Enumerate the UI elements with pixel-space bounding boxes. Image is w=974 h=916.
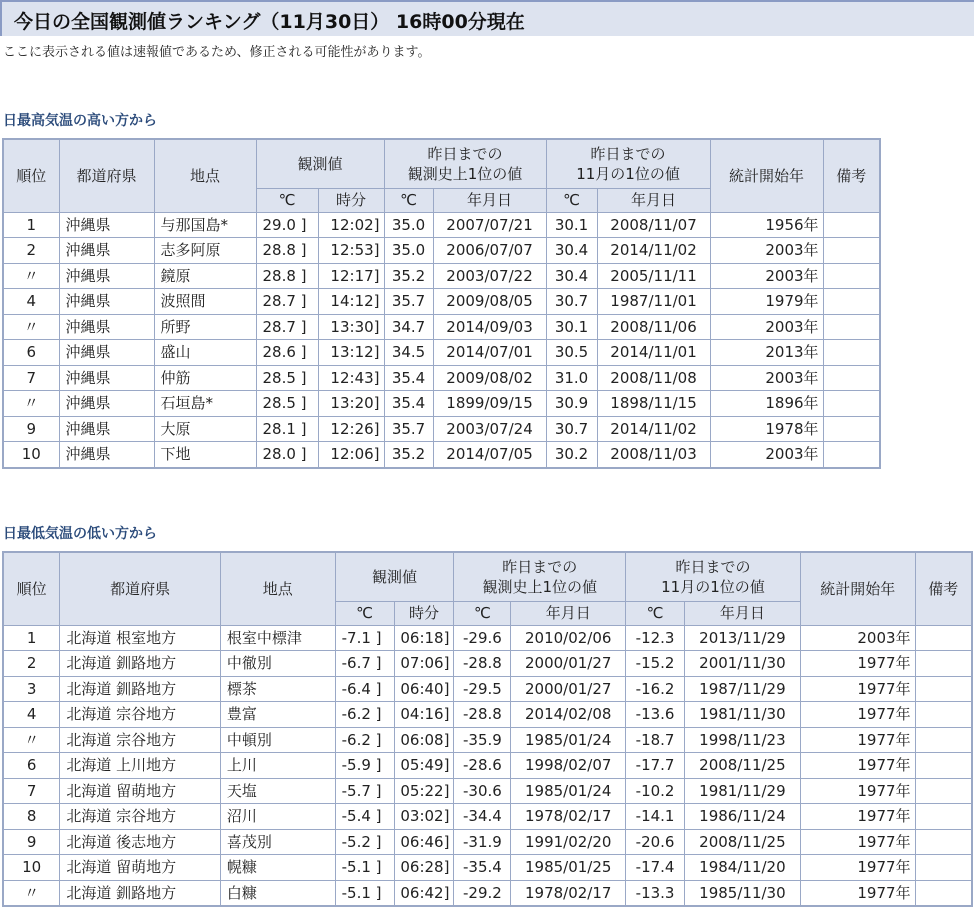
observed-time-cell: 04:16]	[394, 702, 454, 728]
table-row	[3, 651, 972, 677]
table-row	[3, 289, 880, 315]
record-value-cell: -28.8	[454, 702, 511, 728]
record-date-cell: 2000/01/27	[511, 676, 626, 702]
start-year-cell: 2013年	[710, 340, 823, 366]
col-observed-time: 時分	[318, 188, 384, 212]
note-cell	[823, 416, 880, 442]
observed-value-cell: 28.6 ]	[256, 340, 318, 366]
observed-time-cell: 03:02]	[394, 804, 454, 830]
record-value-cell: -29.2	[454, 880, 511, 906]
col-record-date: 年月日	[433, 188, 546, 212]
note-cell	[823, 442, 880, 468]
record-value-cell: -28.6	[454, 753, 511, 779]
record-date-cell: 2014/09/03	[433, 314, 546, 340]
month-record-value-cell: 30.4	[546, 263, 597, 289]
station-cell: 天塩	[220, 778, 335, 804]
month-record-value-cell: 30.9	[546, 391, 597, 417]
start-year-cell: 1896年	[710, 391, 823, 417]
prefecture-cell: 沖縄県	[59, 314, 154, 340]
note-cell	[915, 651, 972, 677]
table-row	[3, 804, 972, 830]
start-year-cell: 1956年	[710, 212, 823, 238]
observed-time-cell: 14:12]	[318, 289, 384, 315]
record-date-cell: 1985/01/24	[511, 778, 626, 804]
prefecture-cell: 沖縄県	[59, 442, 154, 468]
col-month-deg: ℃	[546, 188, 597, 212]
record-value-cell: -35.9	[454, 727, 511, 753]
note-cell	[823, 289, 880, 315]
prefecture-cell: 沖縄県	[59, 365, 154, 391]
station-cell: 沼川	[220, 804, 335, 830]
month-record-value-cell: -10.2	[626, 778, 685, 804]
record-date-cell: 1978/02/17	[511, 880, 626, 906]
col-record-month: 昨日までの 11月の1位の値	[626, 552, 801, 601]
start-year-cell: 1977年	[800, 829, 915, 855]
start-year-cell: 1977年	[800, 727, 915, 753]
prefecture-cell: 沖縄県	[59, 263, 154, 289]
station-cell: 下地	[154, 442, 256, 468]
station-cell: 白糠	[220, 880, 335, 906]
table-row	[3, 365, 880, 391]
record-date-cell: 2009/08/05	[433, 289, 546, 315]
month-record-value-cell: -14.1	[626, 804, 685, 830]
prefecture-cell: 北海道 釧路地方	[60, 676, 220, 702]
col-record-all: 昨日までの 観測史上1位の値	[454, 552, 626, 601]
month-record-value-cell: 30.5	[546, 340, 597, 366]
month-record-date-cell: 2005/11/11	[597, 263, 710, 289]
note-cell	[823, 391, 880, 417]
record-date-cell: 1985/01/25	[511, 855, 626, 881]
rank-cell: 2	[3, 651, 60, 677]
record-date-cell: 2003/07/22	[433, 263, 546, 289]
month-record-value-cell: 30.1	[546, 212, 597, 238]
month-record-value-cell: -18.7	[626, 727, 685, 753]
prefecture-cell: 北海道 宗谷地方	[60, 727, 220, 753]
record-value-cell: 35.4	[384, 391, 433, 417]
note-cell	[915, 778, 972, 804]
rank-cell: 6	[3, 753, 60, 779]
record-value-cell: -34.4	[454, 804, 511, 830]
record-date-cell: 2010/02/06	[511, 625, 626, 651]
record-date-cell: 2014/07/05	[433, 442, 546, 468]
record-date-cell: 2000/01/27	[511, 651, 626, 677]
record-value-cell: 35.2	[384, 442, 433, 468]
prefecture-cell: 北海道 宗谷地方	[60, 804, 220, 830]
observed-value-cell: -6.7 ]	[335, 651, 394, 677]
observed-time-cell: 05:22]	[394, 778, 454, 804]
observed-time-cell: 06:28]	[394, 855, 454, 881]
table-row	[3, 880, 972, 906]
observed-time-cell: 12:02]	[318, 212, 384, 238]
station-cell: 大原	[154, 416, 256, 442]
col-month-deg: ℃	[626, 601, 685, 625]
month-record-value-cell: -17.7	[626, 753, 685, 779]
start-year-cell: 2003年	[710, 238, 823, 264]
record-value-cell: 34.5	[384, 340, 433, 366]
col-record-all: 昨日までの 観測史上1位の値	[384, 139, 546, 188]
observed-value-cell: 28.8 ]	[256, 238, 318, 264]
observed-value-cell: 28.5 ]	[256, 365, 318, 391]
prefecture-cell: 北海道 釧路地方	[60, 651, 220, 677]
station-cell: 所野	[154, 314, 256, 340]
high-section-title: 日最高気温の高い方から	[3, 113, 157, 129]
station-cell: 根室中標津	[220, 625, 335, 651]
record-date-cell: 2007/07/21	[433, 212, 546, 238]
record-value-cell: 35.7	[384, 289, 433, 315]
prefecture-cell: 北海道 上川地方	[60, 753, 220, 779]
table-row	[3, 625, 972, 651]
page-header	[0, 0, 974, 36]
start-year-cell: 1977年	[800, 651, 915, 677]
observed-time-cell: 06:18]	[394, 625, 454, 651]
start-year-cell: 2003年	[710, 365, 823, 391]
record-value-cell: 35.7	[384, 416, 433, 442]
record-date-cell: 2014/07/01	[433, 340, 546, 366]
col-observed-deg: ℃	[256, 188, 318, 212]
note-cell	[823, 263, 880, 289]
month-record-value-cell: -20.6	[626, 829, 685, 855]
observed-value-cell: -5.7 ]	[335, 778, 394, 804]
station-cell: 与那国島*	[154, 212, 256, 238]
observed-time-cell: 06:08]	[394, 727, 454, 753]
rank-cell: 7	[3, 778, 60, 804]
record-value-cell: -31.9	[454, 829, 511, 855]
record-date-cell: 2009/08/02	[433, 365, 546, 391]
month-record-value-cell: -13.6	[626, 702, 685, 728]
note-cell	[915, 804, 972, 830]
rank-cell: 2	[3, 238, 59, 264]
observed-value-cell: 28.1 ]	[256, 416, 318, 442]
note-cell	[823, 340, 880, 366]
month-record-date-cell: 2001/11/30	[685, 651, 801, 677]
rank-cell: 〃	[3, 391, 59, 417]
rank-cell: 7	[3, 365, 59, 391]
note-cell	[915, 727, 972, 753]
record-date-cell: 2003/07/24	[433, 416, 546, 442]
record-value-cell: 35.4	[384, 365, 433, 391]
month-record-date-cell: 2014/11/02	[597, 238, 710, 264]
month-record-value-cell: 30.7	[546, 416, 597, 442]
prefecture-cell: 北海道 留萌地方	[60, 778, 220, 804]
table-row	[3, 442, 880, 468]
month-record-value-cell: 31.0	[546, 365, 597, 391]
record-value-cell: -30.6	[454, 778, 511, 804]
note-cell	[915, 702, 972, 728]
note-cell	[823, 212, 880, 238]
observed-value-cell: -7.1 ]	[335, 625, 394, 651]
note-cell	[915, 625, 972, 651]
rank-cell: 9	[3, 829, 60, 855]
note-cell	[823, 314, 880, 340]
prefecture-cell: 北海道 留萌地方	[60, 855, 220, 881]
month-record-date-cell: 2013/11/29	[685, 625, 801, 651]
note-cell	[915, 829, 972, 855]
month-record-value-cell: 30.4	[546, 238, 597, 264]
month-record-date-cell: 2008/11/07	[597, 212, 710, 238]
prefecture-cell: 北海道 根室地方	[60, 625, 220, 651]
observed-time-cell: 12:17]	[318, 263, 384, 289]
note-cell	[915, 880, 972, 906]
prefecture-cell: 沖縄県	[59, 212, 154, 238]
table-row	[3, 702, 972, 728]
note-cell	[823, 238, 880, 264]
col-observed: 観測値	[256, 139, 384, 188]
prefecture-cell: 沖縄県	[59, 340, 154, 366]
prefecture-cell: 沖縄県	[59, 416, 154, 442]
start-year-cell: 1977年	[800, 855, 915, 881]
station-cell: 中徹別	[220, 651, 335, 677]
station-cell: 波照間	[154, 289, 256, 315]
table-row	[3, 753, 972, 779]
month-record-value-cell: -12.3	[626, 625, 685, 651]
month-record-value-cell: -16.2	[626, 676, 685, 702]
month-record-value-cell: 30.1	[546, 314, 597, 340]
observed-time-cell: 13:30]	[318, 314, 384, 340]
month-record-date-cell: 1898/11/15	[597, 391, 710, 417]
record-value-cell: 35.2	[384, 263, 433, 289]
prefecture-cell: 沖縄県	[59, 391, 154, 417]
start-year-cell: 1977年	[800, 880, 915, 906]
month-record-value-cell: -17.4	[626, 855, 685, 881]
month-record-value-cell: -13.3	[626, 880, 685, 906]
prefecture-cell: 北海道 宗谷地方	[60, 702, 220, 728]
observed-value-cell: -5.4 ]	[335, 804, 394, 830]
station-cell: 志多阿原	[154, 238, 256, 264]
station-cell: 仲筋	[154, 365, 256, 391]
station-cell: 豊富	[220, 702, 335, 728]
month-record-date-cell: 1987/11/29	[685, 676, 801, 702]
col-rank: 順位	[3, 552, 60, 625]
rank-cell: 〃	[3, 880, 60, 906]
col-month-date: 年月日	[685, 601, 801, 625]
record-value-cell: -28.8	[454, 651, 511, 677]
col-note: 備考	[915, 552, 972, 625]
observed-value-cell: 28.7 ]	[256, 289, 318, 315]
start-year-cell: 1977年	[800, 778, 915, 804]
month-record-date-cell: 1981/11/30	[685, 702, 801, 728]
station-cell: 盛山	[154, 340, 256, 366]
prefecture-cell: 北海道 釧路地方	[60, 880, 220, 906]
month-record-date-cell: 2008/11/08	[597, 365, 710, 391]
start-year-cell: 2003年	[710, 442, 823, 468]
col-prefecture: 都道府県	[60, 552, 220, 625]
start-year-cell: 1979年	[710, 289, 823, 315]
col-observed: 観測値	[335, 552, 454, 601]
rank-cell: 6	[3, 340, 59, 366]
observed-time-cell: 13:20]	[318, 391, 384, 417]
rank-cell: 10	[3, 855, 60, 881]
record-date-cell: 1985/01/24	[511, 727, 626, 753]
record-value-cell: 34.7	[384, 314, 433, 340]
col-record-deg: ℃	[384, 188, 433, 212]
observed-value-cell: -6.4 ]	[335, 676, 394, 702]
note-cell	[915, 753, 972, 779]
table-row	[3, 238, 880, 264]
col-record-deg: ℃	[454, 601, 511, 625]
record-date-cell: 1899/09/15	[433, 391, 546, 417]
station-cell: 上川	[220, 753, 335, 779]
observed-time-cell: 05:49]	[394, 753, 454, 779]
observed-time-cell: 06:42]	[394, 880, 454, 906]
month-record-date-cell: 1981/11/29	[685, 778, 801, 804]
rank-cell: 4	[3, 289, 59, 315]
observed-value-cell: -5.9 ]	[335, 753, 394, 779]
station-cell: 鏡原	[154, 263, 256, 289]
col-start-year: 統計開始年	[800, 552, 915, 625]
low-temp-table	[2, 551, 973, 907]
observed-time-cell: 06:40]	[394, 676, 454, 702]
observed-value-cell: 28.8 ]	[256, 263, 318, 289]
rank-cell: 〃	[3, 263, 59, 289]
record-date-cell: 1978/02/17	[511, 804, 626, 830]
col-station: 地点	[154, 139, 256, 212]
start-year-cell: 1977年	[800, 676, 915, 702]
table-row	[3, 727, 972, 753]
month-record-value-cell: 30.7	[546, 289, 597, 315]
observed-time-cell: 07:06]	[394, 651, 454, 677]
table-row	[3, 263, 880, 289]
table-row	[3, 416, 880, 442]
rank-cell: 9	[3, 416, 59, 442]
month-record-date-cell: 2008/11/06	[597, 314, 710, 340]
col-start-year: 統計開始年	[710, 139, 823, 212]
observed-value-cell: -6.2 ]	[335, 727, 394, 753]
start-year-cell: 1978年	[710, 416, 823, 442]
start-year-cell: 2003年	[710, 314, 823, 340]
observed-value-cell: 28.5 ]	[256, 391, 318, 417]
observed-time-cell: 12:06]	[318, 442, 384, 468]
start-year-cell: 2003年	[800, 625, 915, 651]
record-date-cell: 1991/02/20	[511, 829, 626, 855]
prefecture-cell: 沖縄県	[59, 289, 154, 315]
observed-time-cell: 12:26]	[318, 416, 384, 442]
rank-cell: 〃	[3, 727, 60, 753]
start-year-cell: 2003年	[710, 263, 823, 289]
prefecture-cell: 沖縄県	[59, 238, 154, 264]
col-prefecture: 都道府県	[59, 139, 154, 212]
start-year-cell: 1977年	[800, 753, 915, 779]
table-row	[3, 212, 880, 238]
observed-time-cell: 12:43]	[318, 365, 384, 391]
month-record-date-cell: 2014/11/01	[597, 340, 710, 366]
rank-cell: 3	[3, 676, 60, 702]
month-record-date-cell: 2014/11/02	[597, 416, 710, 442]
month-record-date-cell: 2008/11/03	[597, 442, 710, 468]
high-temp-table	[2, 138, 881, 469]
rank-cell: 〃	[3, 314, 59, 340]
station-cell: 幌糠	[220, 855, 335, 881]
start-year-cell: 1977年	[800, 702, 915, 728]
col-record-month: 昨日までの 11月の1位の値	[546, 139, 710, 188]
record-value-cell: 35.0	[384, 212, 433, 238]
record-value-cell: 35.0	[384, 238, 433, 264]
observed-time-cell: 12:53]	[318, 238, 384, 264]
month-record-date-cell: 1985/11/30	[685, 880, 801, 906]
table-row	[3, 829, 972, 855]
station-cell: 中頓別	[220, 727, 335, 753]
col-station: 地点	[220, 552, 335, 625]
table-row	[3, 314, 880, 340]
month-record-date-cell: 1987/11/01	[597, 289, 710, 315]
month-record-value-cell: -15.2	[626, 651, 685, 677]
observed-value-cell: -5.1 ]	[335, 880, 394, 906]
start-year-cell: 1977年	[800, 804, 915, 830]
note-cell	[915, 676, 972, 702]
observed-time-cell: 13:12]	[318, 340, 384, 366]
col-observed-deg: ℃	[335, 601, 394, 625]
month-record-date-cell: 1984/11/20	[685, 855, 801, 881]
month-record-value-cell: 30.2	[546, 442, 597, 468]
month-record-date-cell: 2008/11/25	[685, 829, 801, 855]
record-value-cell: -35.4	[454, 855, 511, 881]
observed-value-cell: -6.2 ]	[335, 702, 394, 728]
observed-time-cell: 06:46]	[394, 829, 454, 855]
rank-cell: 1	[3, 625, 60, 651]
month-record-date-cell: 1986/11/24	[685, 804, 801, 830]
month-record-date-cell: 1998/11/23	[685, 727, 801, 753]
record-value-cell: -29.5	[454, 676, 511, 702]
table-row	[3, 778, 972, 804]
table-row	[3, 676, 972, 702]
table-row	[3, 340, 880, 366]
table-row	[3, 855, 972, 881]
note-cell	[915, 855, 972, 881]
observed-value-cell: -5.1 ]	[335, 855, 394, 881]
preliminary-notice: ここに表示される値は速報値であるため、修正される可能性があります。	[3, 45, 431, 60]
col-rank: 順位	[3, 139, 59, 212]
station-cell: 喜茂別	[220, 829, 335, 855]
observed-value-cell: 29.0 ]	[256, 212, 318, 238]
record-value-cell: -29.6	[454, 625, 511, 651]
col-month-date: 年月日	[597, 188, 710, 212]
note-cell	[823, 365, 880, 391]
observed-value-cell: 28.0 ]	[256, 442, 318, 468]
record-date-cell: 2006/07/07	[433, 238, 546, 264]
record-date-cell: 2014/02/08	[511, 702, 626, 728]
rank-cell: 1	[3, 212, 59, 238]
col-record-date: 年月日	[511, 601, 626, 625]
month-record-date-cell: 2008/11/25	[685, 753, 801, 779]
col-observed-time: 時分	[394, 601, 454, 625]
observed-value-cell: -5.2 ]	[335, 829, 394, 855]
table-row	[3, 391, 880, 417]
observed-value-cell: 28.7 ]	[256, 314, 318, 340]
rank-cell: 4	[3, 702, 60, 728]
record-date-cell: 1998/02/07	[511, 753, 626, 779]
rank-cell: 10	[3, 442, 59, 468]
low-section-title: 日最低気温の低い方から	[3, 526, 157, 542]
page-title: 今日の全国観測値ランキング（11月30日） 16時00分現在	[14, 11, 525, 33]
col-note: 備考	[823, 139, 880, 212]
station-cell: 石垣島*	[154, 391, 256, 417]
prefecture-cell: 北海道 後志地方	[60, 829, 220, 855]
rank-cell: 8	[3, 804, 60, 830]
station-cell: 標茶	[220, 676, 335, 702]
